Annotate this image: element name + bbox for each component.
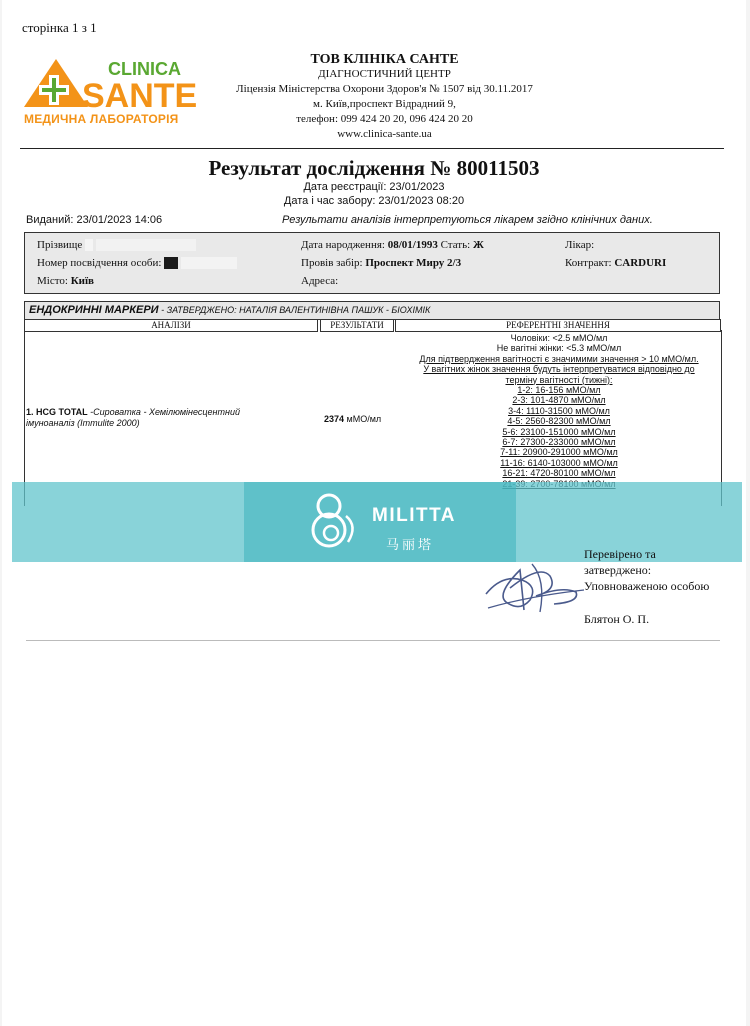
verification-line: затверджено: xyxy=(584,563,652,577)
signer-name: Блятон О. П. xyxy=(584,612,650,626)
sex-value: Ж xyxy=(472,239,484,251)
document-page xyxy=(2,0,746,1026)
clinic-website: www.clinica-sante.ua xyxy=(337,128,432,140)
test-method: -Сироватка - Хемілюмінесцентний імуноаналіз (Immulite 2000) xyxy=(26,407,240,428)
city-label: Місто: xyxy=(37,275,68,287)
interpretation-note: Результати аналізів інтерпретуються лікарем згідно клінічних даних. xyxy=(282,214,653,226)
footer-divider xyxy=(26,640,720,641)
redaction-mark xyxy=(164,257,178,269)
doctor-field xyxy=(565,239,594,251)
clinic-phone: телефон: 099 424 20 20, 096 424 20 20 xyxy=(296,113,473,125)
reference-line: Чоловіки: <2.5 мМО/мл xyxy=(510,333,608,343)
collection-label: Провів забір: xyxy=(301,257,363,269)
reference-values xyxy=(398,333,720,489)
birth-field xyxy=(301,239,484,251)
reference-line: Для підтвердження вагітності є значимими значення > 10 мМО/мл. xyxy=(419,353,699,364)
verification-line: Уповноваженою особою xyxy=(584,579,710,593)
contract-label: Контракт: xyxy=(565,257,612,269)
reference-line: 7-11: 20900-291000 мМО/мл xyxy=(500,447,618,458)
section-title: ЕНДОКРИННІ МАРКЕРИ xyxy=(29,304,159,316)
column-header-results: РЕЗУЛЬТАТИ xyxy=(320,319,394,332)
reference-line: 11-16: 6140-103000 мМО/мл xyxy=(500,457,618,468)
logo-tagline: МЕДИЧНА ЛАБОРАТОРІЯ xyxy=(24,112,179,126)
verification-line: Перевірено та xyxy=(584,547,656,561)
document-title: Результат дослідження № 80011503 xyxy=(208,156,540,180)
collection-value: Проспект Миру 2/3 xyxy=(365,257,462,269)
header-divider xyxy=(20,148,724,149)
reference-line: 4-5: 2560-82300 мМО/мл xyxy=(507,416,611,427)
svg-text:CLINICA: CLINICA xyxy=(108,59,181,79)
clinic-header xyxy=(197,52,572,142)
doctor-label: Лікар: xyxy=(565,239,595,251)
column-header-reference: РЕФЕРЕНТНІ ЗНАЧЕННЯ xyxy=(395,319,721,332)
address-label: Адреса: xyxy=(301,275,339,287)
id-label: Номер посвідчення особи: xyxy=(37,257,162,269)
collection-field xyxy=(301,257,461,269)
reference-line: Не вагітні жінки: <5.3 мМО/мл xyxy=(496,343,622,354)
test-unit: мМО/мл xyxy=(344,414,382,424)
militta-logo-icon xyxy=(302,486,364,556)
birth-label: Дата народження: xyxy=(301,239,385,251)
svg-text:SANTE: SANTE xyxy=(82,77,197,115)
reference-line: 6-7: 27300-233000 мМО/мл xyxy=(502,437,616,448)
watermark-brand: MILITTA xyxy=(372,505,457,526)
address-field xyxy=(301,275,338,287)
reference-line: терміну вагітності (тижні): xyxy=(505,374,613,385)
redaction-mark xyxy=(85,239,93,251)
test-name: 1. HCG TOTAL xyxy=(26,407,88,417)
reference-line: 3-4: 1110-31500 мМО/мл xyxy=(508,405,610,416)
city-value: Київ xyxy=(70,275,94,287)
reference-line: 16-21: 4720-80100 мМО/мл xyxy=(502,468,616,479)
test-value: 2374 xyxy=(324,414,345,424)
clinic-address: м. Київ,проспект Відрадний 9, xyxy=(313,98,456,110)
city-field xyxy=(37,275,94,287)
test-name-cell xyxy=(26,407,286,429)
issued-date: Виданий: 23/01/2023 14:06 xyxy=(26,214,163,226)
reference-line: 2-3: 101-4870 мМО/мл xyxy=(512,395,606,406)
clinic-name: ТОВ КЛІНІКА САНТЕ xyxy=(310,52,459,67)
id-field xyxy=(37,257,237,269)
verification-block xyxy=(584,546,709,594)
column-header-analyses: АНАЛІЗИ xyxy=(24,319,318,332)
sex-label: Стать: xyxy=(440,239,471,251)
reference-line: 1-2: 16-156 мМО/мл xyxy=(517,385,601,396)
clinic-center: ДІАГНОСТИЧНИЙ ЦЕНТР xyxy=(318,68,451,80)
signature-image xyxy=(480,550,590,620)
page-number: сторінка 1 з 1 xyxy=(22,20,97,35)
test-result-cell xyxy=(324,414,381,424)
surname-label: Прізвище xyxy=(37,239,83,251)
collection-datetime: Дата і час забору: 23/01/2023 08:20 xyxy=(283,195,465,207)
reference-line: У вагітних жінок значення будуть інтерпретуватися відповідно до xyxy=(423,364,695,375)
section-title-wrap xyxy=(29,304,430,316)
contract-field xyxy=(565,257,666,269)
redaction-mark xyxy=(96,239,196,251)
birth-value: 08/01/1993 xyxy=(387,239,438,251)
registration-date: Дата реєстрації: 23/01/2023 xyxy=(303,181,445,193)
redaction-mark xyxy=(181,257,237,269)
clinic-license: Ліцензія Міністерства Охорони Здоров'я № 1507 від 30.11.2017 xyxy=(236,83,533,95)
watermark-chinese: 马丽塔 xyxy=(386,538,435,553)
section-header xyxy=(24,301,720,320)
contract-value: CARDURI xyxy=(614,257,667,269)
surname-field xyxy=(37,239,196,251)
section-approval: - ЗАТВЕРДЖЕНО: НАТАЛІЯ ВАЛЕНТИНІВНА ПАШУК - БІОХІМІК xyxy=(158,305,431,315)
reference-line: 5-6: 23100-151000 мМО/мл xyxy=(502,426,616,437)
patient-info-box xyxy=(24,232,720,294)
